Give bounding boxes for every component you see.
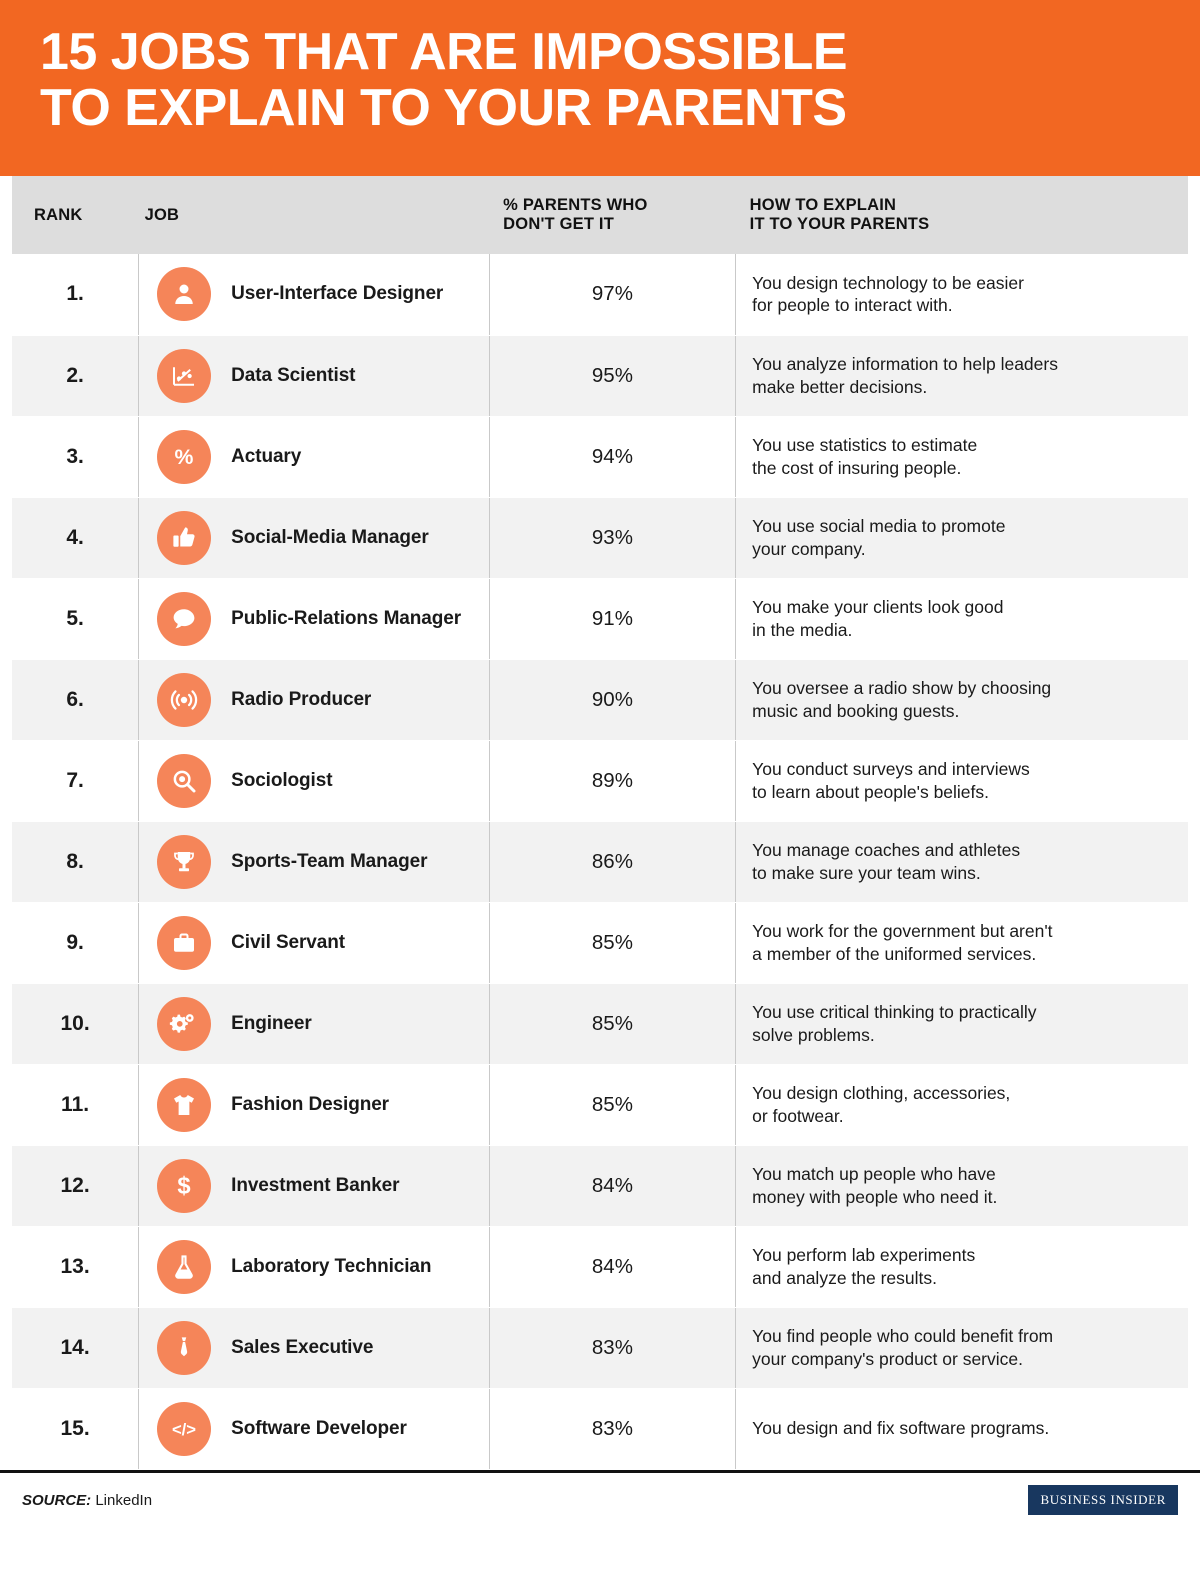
rank-value: 14. [60,1335,90,1359]
broadcast-icon [157,673,211,727]
percent-value: 83% [591,1416,633,1440]
business-insider-logo: BUSINESS INSIDER [1028,1485,1178,1515]
column-header-percent [489,176,736,254]
job-title: Engineer [231,1012,312,1034]
explanation-line-2: in the media. [752,619,853,640]
percent-value: 85% [591,1011,633,1035]
rank-cell [12,578,139,659]
rank-value: 7. [66,768,84,792]
explanation-line-1: You make your clients look good [752,597,1004,618]
explanation-line-1: You analyze information to help leaders [752,354,1058,375]
rank-value: 3. [66,444,84,468]
briefcase-icon [157,916,211,970]
table-row [12,1226,1188,1307]
column-header-rank-label: RANK [34,205,83,224]
job-cell [139,821,490,902]
percent-cell [489,821,736,902]
rank-value: 6. [66,687,84,711]
job-cell [139,578,490,659]
explanation-cell [736,983,1188,1064]
source-note [22,1492,152,1509]
job-title: Radio Producer [231,688,372,710]
explanation-line-2: for people to interact with. [752,295,953,316]
explanation-line-1: You design technology to be easier [752,272,1024,293]
rank-cell [12,1388,139,1469]
column-header-explanation-line-2: IT TO YOUR PARENTS [749,215,930,233]
percent-cell [489,1388,736,1469]
explanation-line-2: solve problems. [752,1024,875,1045]
svg-text:</>: </> [172,1419,197,1439]
explanation-line-2: your company. [752,538,866,559]
percent-cell [489,1307,736,1388]
job-title: Social-Media Manager [231,526,429,548]
job-title: Sales Executive [231,1336,374,1358]
table-row [12,1064,1188,1145]
job-cell [139,497,490,578]
percent-cell [489,416,736,497]
rank-value: 10. [60,1011,90,1035]
percent-value: 94% [591,444,633,468]
speech-bubble-icon [157,592,211,646]
explanation-line-1: You perform lab experiments [752,1245,976,1266]
rank-value: 11. [61,1092,90,1116]
rank-value: 4. [66,525,84,549]
source-label: SOURCE: [22,1491,92,1509]
jobs-table [12,176,1188,1470]
rank-value: 9. [66,930,84,954]
percent-cell [489,902,736,983]
percent-value: 85% [591,930,633,954]
percent-cell [489,497,736,578]
percent-value: 97% [591,282,633,306]
page-title [40,24,1160,136]
percent-value: 90% [591,687,633,711]
job-cell [139,1307,490,1388]
explanation-line-2: to learn about people's beliefs. [752,781,990,802]
dollar-icon [157,1159,211,1213]
explanation-line-1: You manage coaches and athletes [752,840,1021,861]
table-row [12,740,1188,821]
percent-icon [157,430,211,484]
job-title: Laboratory Technician [231,1255,432,1277]
job-title: Civil Servant [231,931,345,953]
rank-cell [12,1226,139,1307]
explanation-cell [736,254,1188,335]
job-cell [139,1064,490,1145]
job-cell [139,1226,490,1307]
percent-cell [489,335,736,416]
explanation-line-1: You work for the government but aren't [752,921,1053,942]
code-icon [157,1402,211,1456]
explanation-cell [736,416,1188,497]
table-row [12,254,1188,335]
column-header-explanation-line-1: HOW TO EXPLAIN [749,196,897,215]
magnifier-icon [157,754,211,808]
explanation-line-1: You use social media to promote [752,516,1006,537]
job-cell [139,1388,490,1469]
explanation-cell [736,821,1188,902]
table-body [12,254,1188,1469]
table-row [12,1307,1188,1388]
explanation-line-1: You conduct surveys and interviews [752,759,1030,780]
table-row [12,1388,1188,1469]
job-cell [139,659,490,740]
explanation-cell [736,902,1188,983]
explanation-cell [736,497,1188,578]
rank-cell [12,659,139,740]
trophy-icon [157,835,211,889]
explanation-line-2: and analyze the results. [752,1267,938,1288]
explanation-line-2: a member of the uniformed services. [752,943,1037,964]
percent-cell [489,1226,736,1307]
column-header-explanation [736,176,1188,254]
percent-value: 83% [591,1335,633,1359]
svg-text:%: % [174,444,194,469]
job-cell [139,902,490,983]
table-row [12,902,1188,983]
rank-value: 2. [66,363,84,387]
job-cell [139,740,490,821]
explanation-cell [736,1226,1188,1307]
column-header-rank [12,176,139,254]
explanation-line-2: your company's product or service. [752,1348,1023,1369]
explanation-line-1: You find people who could benefit from [752,1326,1054,1347]
percent-value: 84% [591,1254,633,1278]
rank-value: 1. [66,282,84,306]
flask-icon [157,1240,211,1294]
explanation-line-2: or footwear. [752,1105,844,1126]
explanation-line-2: money with people who need it. [752,1186,998,1207]
rank-value: 5. [66,606,84,630]
necktie-icon [157,1321,211,1375]
rank-cell [12,983,139,1064]
thumbs-up-icon [157,511,211,565]
job-cell [139,416,490,497]
percent-value: 91% [591,606,633,630]
job-title: Software Developer [231,1417,407,1439]
rank-value: 13. [60,1254,90,1278]
percent-cell [489,578,736,659]
percent-value: 93% [591,525,633,549]
tshirt-icon [157,1078,211,1132]
job-title: Sports-Team Manager [231,850,428,872]
job-title: User-Interface Designer [231,283,444,305]
explanation-line-1: You design clothing, accessories, [752,1083,1011,1104]
column-header-job [139,176,490,254]
table-header [12,176,1188,254]
explanation-line-1: You match up people who have [752,1164,996,1185]
explanation-line-1: You oversee a radio show by choosing [752,678,1052,699]
job-cell [139,335,490,416]
rank-cell [12,497,139,578]
job-cell [139,1145,490,1226]
job-title: Actuary [231,445,302,467]
rank-value: 8. [66,849,84,873]
percent-cell [489,659,736,740]
explanation-cell [736,1307,1188,1388]
column-header-percent-line-1: % PARENTS WHO [503,196,648,215]
explanation-cell [736,335,1188,416]
rank-cell [12,902,139,983]
table-row [12,578,1188,659]
job-title: Fashion Designer [231,1093,389,1115]
explanation-line-2: to make sure your team wins. [752,862,981,883]
page-title-line-2: TO EXPLAIN TO YOUR PARENTS [40,79,847,138]
percent-value: 84% [591,1173,633,1197]
explanation-cell [736,1064,1188,1145]
percent-value: 86% [591,849,633,873]
percent-cell [489,1064,736,1145]
column-header-percent-line-2: DON'T GET IT [503,215,614,233]
rank-cell [12,254,139,335]
table-row [12,659,1188,740]
percent-cell [489,983,736,1064]
rank-cell [12,821,139,902]
percent-cell [489,740,736,821]
explanation-line-2: make better decisions. [752,376,928,397]
percent-value: 89% [591,768,633,792]
header-banner [0,0,1200,176]
percent-value: 85% [591,1092,633,1116]
rank-cell [12,740,139,821]
column-header-job-label: JOB [144,205,180,224]
rank-cell [12,1307,139,1388]
explanation-line-2: the cost of insuring people. [752,457,962,478]
percent-value: 95% [591,363,633,387]
job-title: Investment Banker [231,1174,400,1196]
table-row [12,1145,1188,1226]
explanation-cell [736,659,1188,740]
explanation-line-1: You use statistics to estimate [752,435,978,456]
gears-icon [157,997,211,1051]
footer [0,1470,1200,1528]
explanation-cell [736,578,1188,659]
rank-value: 12. [60,1173,90,1197]
job-title: Public-Relations Manager [231,607,462,629]
percent-cell [489,254,736,335]
explanation-cell [736,1388,1188,1469]
rank-cell [12,335,139,416]
explanation-line-2: music and booking guests. [752,700,960,721]
rank-cell [12,416,139,497]
percent-cell [489,1145,736,1226]
scatter-plot-icon [157,349,211,403]
table-row [12,335,1188,416]
user-icon [157,267,211,321]
job-title: Sociologist [231,769,333,791]
job-title: Data Scientist [231,364,356,386]
explanation-line-1: You use critical thinking to practically [752,1002,1037,1023]
source-value: LinkedIn [95,1491,153,1509]
rank-cell [12,1064,139,1145]
page-title-line-1: 15 JOBS THAT ARE IMPOSSIBLE [40,23,848,81]
table-row [12,497,1188,578]
rank-value: 15. [60,1416,90,1440]
job-cell [139,983,490,1064]
rank-cell [12,1145,139,1226]
table-row [12,821,1188,902]
explanation-cell [736,1145,1188,1226]
svg-text:$: $ [177,1172,191,1199]
job-cell [139,254,490,335]
explanation-cell [736,740,1188,821]
table-row [12,416,1188,497]
table-row [12,983,1188,1064]
explanation-line-1: You design and fix software programs. [752,1418,1050,1439]
